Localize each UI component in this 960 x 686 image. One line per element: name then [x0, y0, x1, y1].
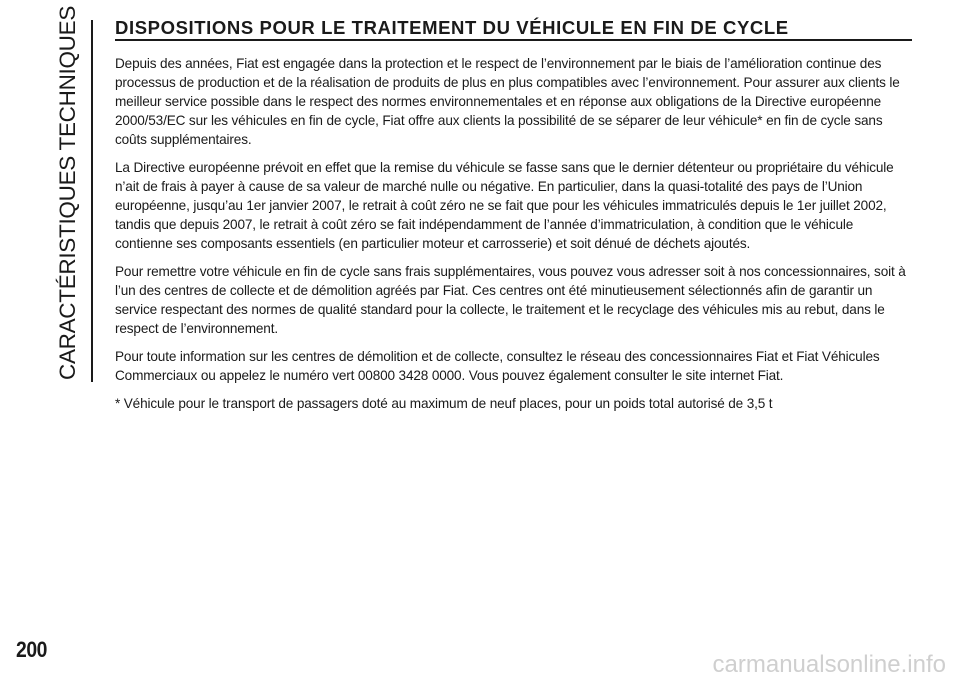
paragraph-return: Pour remettre votre véhicule en fin de cycle sans frais supplémentaires, vous pouvez vous adresser soit à nos concessionnaires, soit à l’un des centres de collecte et de démolition agréés par Fiat. Ces centres ont été minutieusement sélectionnés afin de garantir un service respectant des normes de qualité standard pour la collecte, le traitement et le recyclage des véhicules mis au rebut, dans le respect de l’environnement. — [115, 264, 906, 336]
sidebar-title-text: CARACTÉRISTIQUES TECHNIQUES — [55, 5, 80, 380]
paragraph-footnote: * Véhicule pour le transport de passagers doté au maximum de neuf places, pour un poids total autorisé de 3,5 t — [115, 396, 773, 411]
section-heading: DISPOSITIONS POUR LE TRAITEMENT DU VÉHICULE EN FIN DE CYCLE — [115, 20, 912, 41]
paragraph-directive: La Directive européenne prévoit en effet que la remise du véhicule se fasse sans que le dernier détenteur ou propriétaire du véhicule n’ait de frais à payer à cause de sa valeur de marché nulle ou négative. En particulier, dans la quasi-totalité des pays de l’Union européenne, jusqu’au 1er janvier 2007, le retrait à coût zéro ne se fait que pour les véhicules immatriculés depuis le 1er juillet 2002, tandis que depuis 2007, le retrait à coût zéro se fait indépendamment de l’année d’immatriculation, à condition que le véhicule contienne ses composants essentiels (en particulier moteur et carrosserie) et soit dénué de déchets ajoutés. — [115, 160, 894, 251]
sidebar-title — [55, 5, 80, 400]
watermark: carmanualsonline.info — [712, 651, 946, 678]
paragraph-intro: Depuis des années, Fiat est engagée dans la protection et le respect de l’environnement par le biais de l’amélioration continue des processus de production et de la réalisation de produits de plus en plus compatibles avec l’environnement. Pour assurer aux clients le meilleur service possible dans le respect des normes environnementales et en réponse aux obligations de la Directive européenne 2000/53/EC sur les véhicules en fin de cycle, Fiat offre aux clients la possibilité de se séparer de leur véhicule* en fin de cycle sans coûts supplémentaires. — [115, 56, 900, 147]
paragraph-contact: Pour toute information sur les centres de démolition et de collecte, consultez le réseau des concessionnaires Fiat et Fiat Véhicules Commerciaux ou appelez le numéro vert 00800 3428 0000. Vous pouvez également consulter le site internet Fiat. — [115, 349, 880, 383]
sidebar-divider — [91, 20, 93, 382]
main-content — [115, 17, 912, 413]
page-number: 200 — [16, 637, 47, 662]
